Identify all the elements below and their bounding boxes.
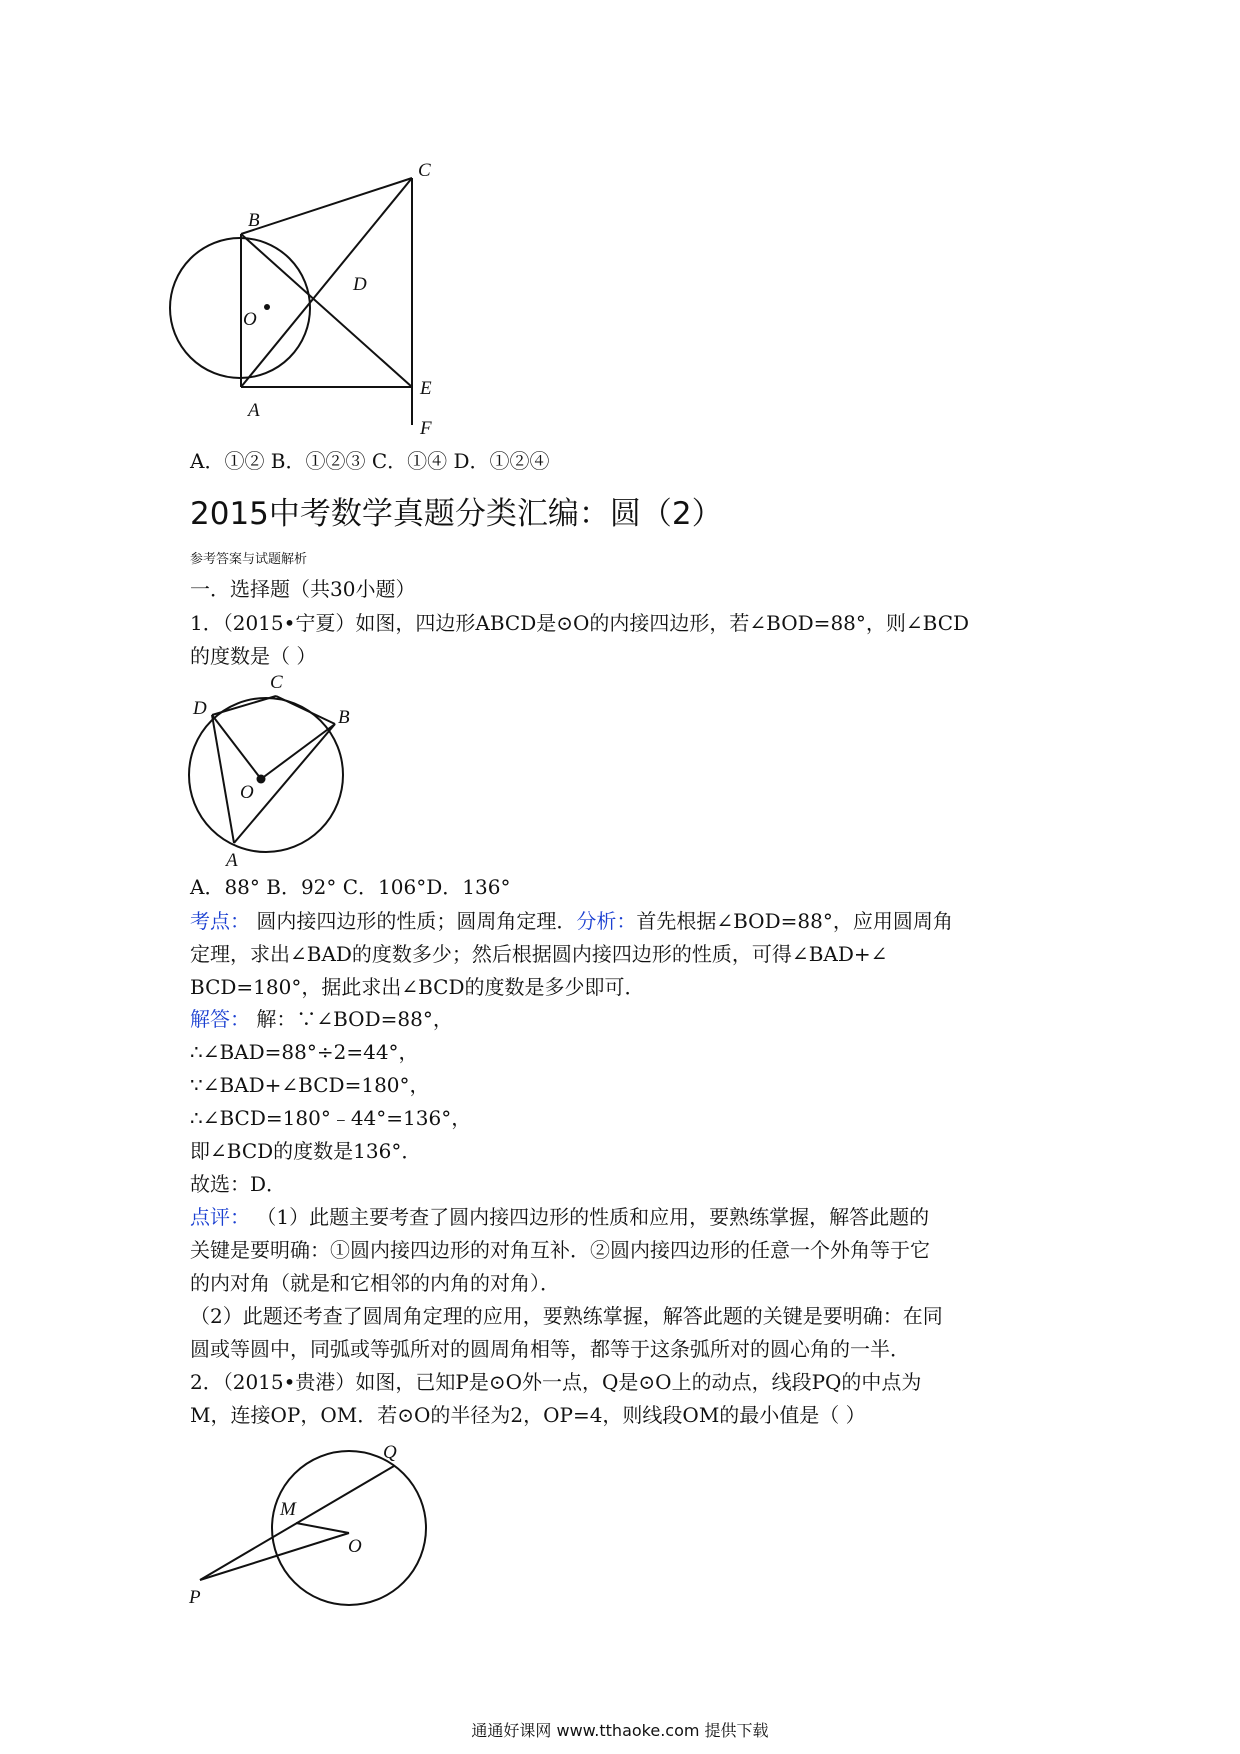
label-d: D [193,698,207,719]
footer: 通通好课网 www.tthaoke.com 提供下载 [471,1721,769,1740]
label-f: F [420,418,432,439]
q1-line2: 的度数是（ ） [190,644,317,668]
label-o: O [243,309,257,330]
segment-ac [241,178,412,387]
q1-dianping [190,1204,929,1230]
q1-fenxi-line2: 定理，求出∠BAD的度数多少；然后根据圆内接四边形的性质，可得∠BAD+∠ [190,942,888,966]
q1-dianping-line: （2）此题还考查了圆周角定理的应用，要熟练掌握，解答此题的关键是要明确：在同 [190,1304,943,1328]
label-c: C [270,672,283,693]
q1-step: 故选：D． [190,1172,287,1196]
q1-dianping-line: 的内对角（就是和它相邻的内角的对角）． [190,1271,560,1295]
segment-bc [241,178,412,234]
q1-dianping-line: 关键是要明确：①圆内接四边形的对角互补．②圆内接四边形的任意一个外角等于它 [190,1238,930,1262]
center-dot [257,775,266,784]
section-heading: 一．选择题（共30小题） [190,577,416,601]
label-e: E [420,378,432,399]
jieda-label: 解答： [190,1007,250,1031]
label-b: B [248,210,260,231]
q1-jieda [190,1006,453,1032]
kaodian-label: 考点： [190,909,250,933]
segment-be [241,234,412,387]
page-title: 2015中考数学真题分类汇编：圆（2） [190,496,723,532]
dianping-label: 点评： [190,1205,250,1229]
figure-inscribed-quadrilateral [170,670,360,870]
dianping-text: （1）此题主要考查了圆内接四边形的性质和应用，要熟练掌握，解答此题的 [250,1205,930,1229]
segment-ad [212,715,234,843]
figure-tangent-circle [160,150,440,440]
figure-midpoint-circle [180,1440,440,1620]
label-p: P [189,1587,201,1608]
q2-line2: M，连接OP，OM．若⊙O的半径为2，OP=4，则线段OM的最小值是（ ） [190,1403,866,1427]
jieda-text: 解：∵∠BOD=88°， [250,1007,453,1031]
q1-line1: 1．（2015•宁夏）如图，四边形ABCD是⊙O的内接四边形，若∠BOD=88°，则∠BCD [190,611,970,635]
q1-kaodian [190,908,953,934]
fenxi-text: 首先根据∠BOD=88°，应用圆周角 [636,909,953,933]
previous-options: A．①② B．①②③ C．①④ D．①②④ [190,449,550,473]
q1-fenxi-line3: BCD=180°，据此求出∠BCD的度数是多少即可． [190,975,645,999]
q1-step: ∴∠BAD=88°÷2=44°， [190,1040,419,1064]
q2-line1: 2．（2015•贵港）如图，已知P是⊙O外一点，Q是⊙O上的动点，线段PQ的中点为 [190,1370,922,1394]
segment-do [212,715,261,779]
segment-cb [276,696,335,724]
fenxi-label: 分析： [576,909,637,933]
label-a: A [248,400,260,421]
circle-o [272,1451,426,1605]
label-m: M [280,1499,296,1520]
segment-po [200,1533,349,1580]
q1-step: ∵∠BAD+∠BCD=180°， [190,1073,430,1097]
center-dot [264,304,270,310]
label-d: D [353,274,367,295]
label-c: C [418,160,431,181]
q1-step: 即∠BCD的度数是136°． [190,1139,422,1163]
label-b: B [338,707,350,728]
subtitle: 参考答案与试题解析 [190,552,308,567]
q1-dianping-line: 圆或等圆中，同弧或等弧所对的圆周角相等，都等于这条弧所对的圆心角的一半． [190,1337,910,1361]
label-q: Q [383,1442,397,1463]
q1-step: ∴∠BCD=180°﹣44°=136°， [190,1106,472,1130]
segment-mo [296,1523,349,1533]
label-o: O [348,1536,362,1557]
q1-options: A．88° B．92° C．106°D．136° [190,875,511,899]
kaodian-text: 圆内接四边形的性质；圆周角定理． [250,909,577,933]
segment-dc [212,696,276,715]
segment-bo [261,724,335,779]
label-a: A [226,850,238,870]
label-o: O [240,782,254,803]
